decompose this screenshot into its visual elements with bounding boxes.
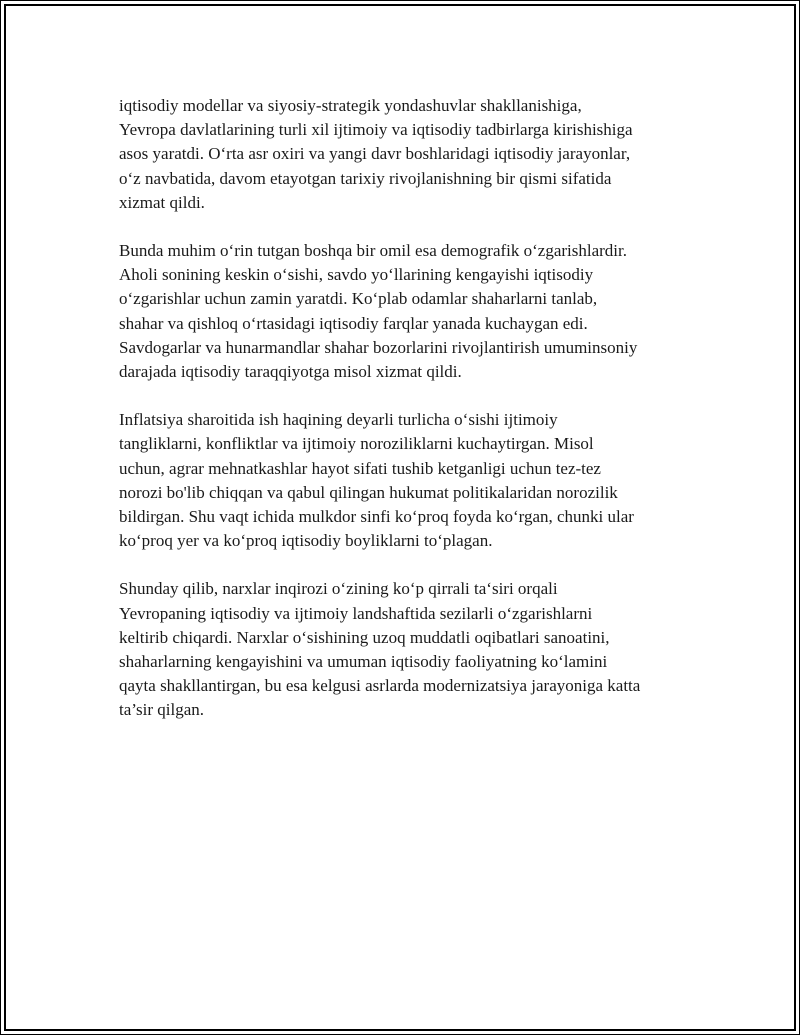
paragraph-1 [119,94,693,215]
text-line: xizmat qildi. [119,192,205,212]
paragraph-2 [119,239,693,384]
paragraph-3 [119,408,693,553]
text-line: o‘zgarishlar uchun zamin yaratdi. Ko‘plab odamlar shaharlarni tanlab, [119,289,598,309]
text-line: norozi bo'lib chiqqan va qabul qilingan hukumat politikalaridan norozilik [119,482,618,502]
text-line: darajada iqtisodiy taraqqiyotga misol xizmat qildi. [119,362,462,382]
text-line: uchun, agrar mehnatkashlar hayot sifati tushib ketganligi uchun tez-tez [119,458,601,478]
text-line: Yevropa davlatlarining turli xil ijtimoiy va iqtisodiy tadbirlarga kirishishiga [119,120,633,140]
text-line: ko‘proq yer va ko‘proq iqtisodiy boyliklarni to‘plagan. [119,531,493,551]
text-line: tangliklarni, konfliktlar va ijtimoiy noroziliklarni kuchaytirgan. Misol [119,434,594,454]
text-line: bildirgan. Shu vaqt ichida mulkdor sinfi ko‘proq foyda ko‘rgan, chunki ular [119,507,634,527]
text-line: o‘z navbatida, davom etayotgan tarixiy rivojlanishning bir qismi sifatida [119,168,612,188]
text-line: Shunday qilib, narxlar inqirozi o‘zining ko‘p qirrali ta‘siri orqali [119,579,558,599]
text-line: keltirib chiqardi. Narxlar o‘sishining uzoq muddatli oqibatlari sanoatini, [119,627,610,647]
text-line: shahar va qishloq o‘rtasidagi iqtisodiy farqlar yanada kuchaygan edi. [119,313,588,333]
text-line: qayta shakllantirgan, bu esa kelgusi asrlarda modernizatsiya jarayoniga katta [119,676,641,696]
text-line: Savdogarlar va hunarmandlar shahar bozorlarini rivojlantirish umuminsoniy [119,337,638,357]
text-line: iqtisodiy modellar va siyosiy-strategik yondashuvlar shakllanishiga, [119,96,582,115]
text-line: asos yaratdi. O‘rta asr oxiri va yangi davr boshlaridagi iqtisodiy jarayonlar, [119,144,631,164]
text-line: Aholi sonining keskin o‘sishi, savdo yo‘llarining kengayishi iqtisodiy [119,265,594,285]
text-line: ta’sir qilgan. [119,700,204,720]
paragraph-4 [119,577,693,722]
text-line: Inflatsiya sharoitida ish haqining deyarli turlicha o‘sishi ijtimoiy [119,410,558,430]
text-line: Bunda muhim o‘rin tutgan boshqa bir omil esa demografik o‘zgarishlardir. [119,241,627,261]
text-line: Yevropaning iqtisodiy va ijtimoiy landshaftida sezilarli o‘zgarishlarni [119,603,593,623]
document-body [119,94,693,747]
text-line: shaharlarning kengayishini va umuman iqtisodiy faoliyatning ko‘lamini [119,652,608,672]
